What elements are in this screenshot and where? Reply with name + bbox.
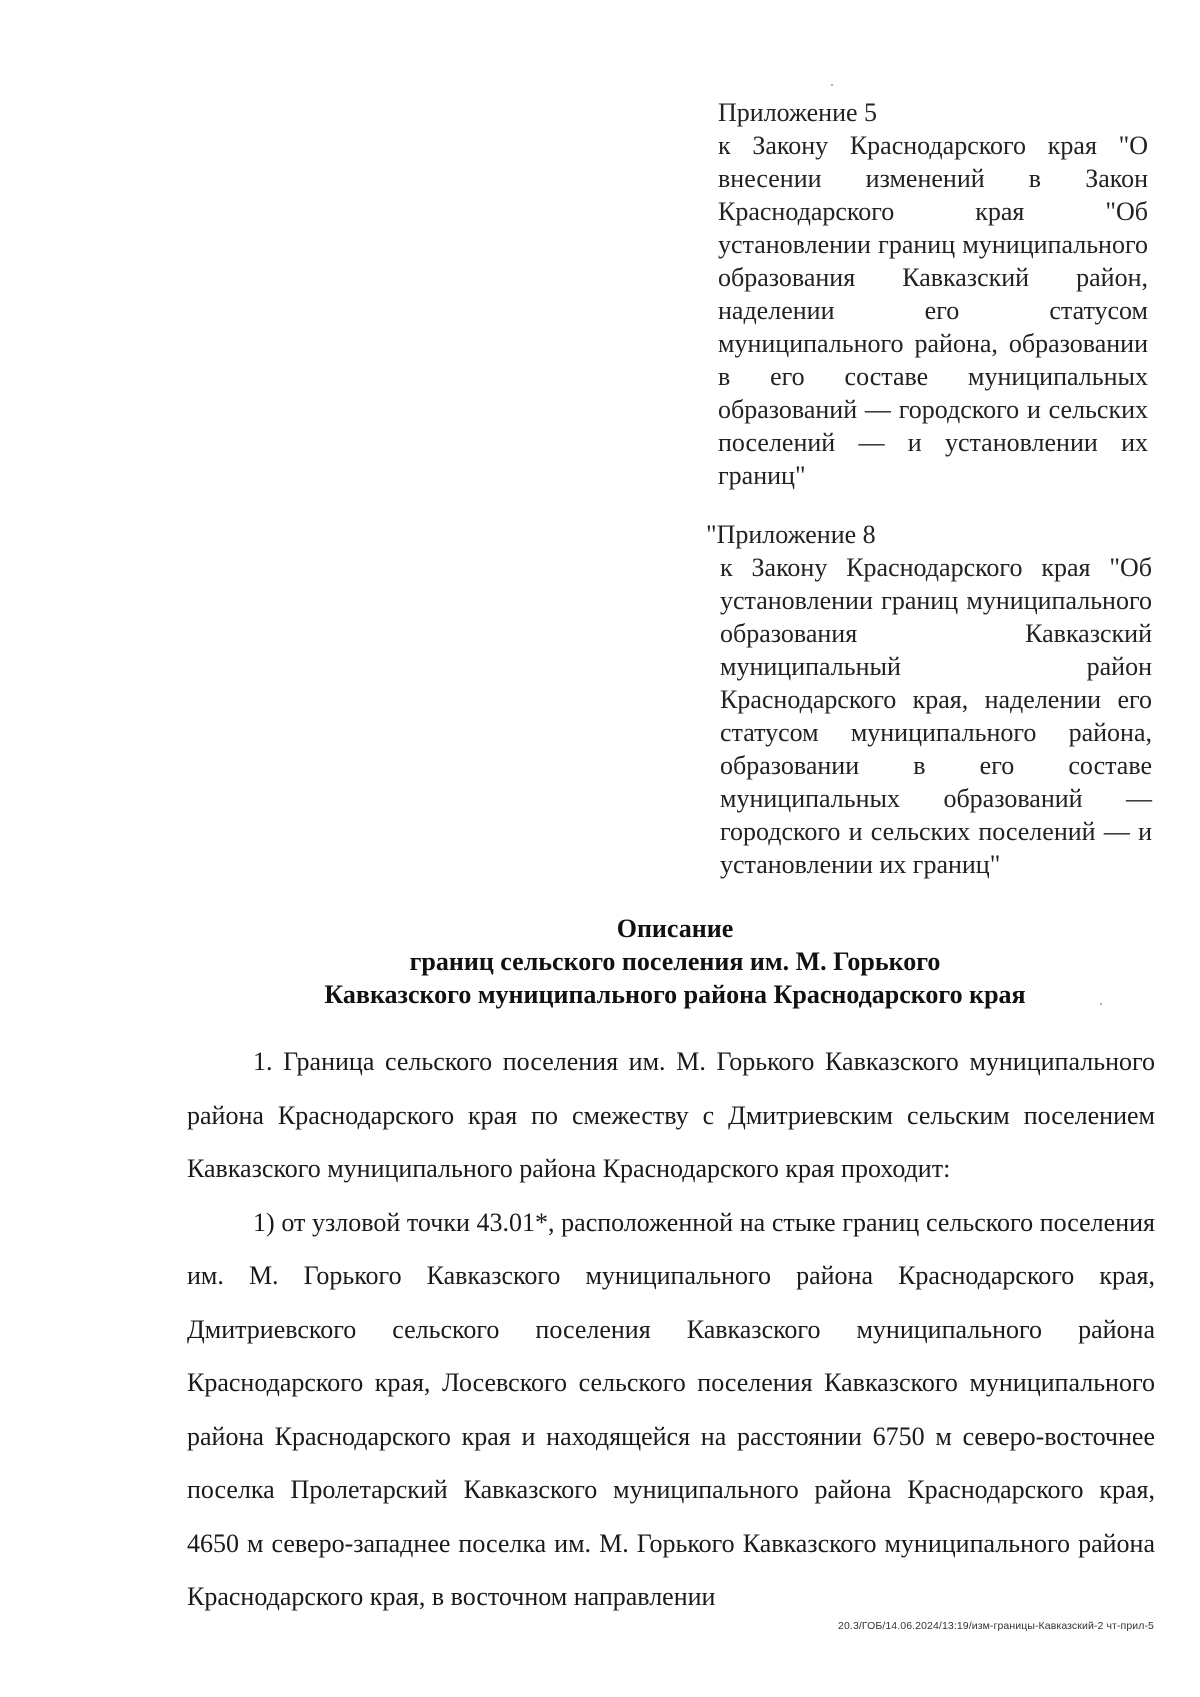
- annex-5-title: Приложение 5: [718, 98, 878, 127]
- annex-8-title: "Приложение 8: [706, 520, 876, 549]
- annex-5-text: к Закону Краснодарского края "О внесении изменений в Закон Краснодарского края "Об установлении границ муниципального образования Кавказский район, наделении его статусом муниципального района, образовании в его составе муниципальных образований — городского и сельских поселений — и установлении их границ": [718, 131, 1148, 490]
- document-heading: [140, 912, 1200, 1011]
- footer-document-code: 20.3/ГОБ/14.06.2024/13:19/изм-границы-Кавказский-2 чт-прил-5: [838, 1620, 1154, 1632]
- body-paragraph-2: 1) от узловой точки 43.01*, расположенной на стыке границ сельского поселения им. М. Горького Кавказского муниципального района Краснодарского края, Дмитриевского сельского поселения Кавказского муниципального района Краснодарского края, Лосевского сельского поселения Кавказского муниципального района Краснодарского края и находящейся на расстоянии 6750 м северо-восточнее поселка Пролетарский Кавказского муниципального района Краснодарского края, 4650 м северо-западнее поселка им. М. Горького Кавказского муниципального района Краснодарского края, в восточном направлении: [187, 1207, 1155, 1611]
- heading-line-2: границ сельского поселения им. М. Горького: [409, 947, 941, 976]
- annex-5-header: [718, 96, 1148, 492]
- heading-line-3: Кавказского муниципального района Краснодарского края: [324, 980, 1026, 1009]
- annex-8-text: к Закону Краснодарского края "Об установлении границ муниципального образования Кавказский муниципальный район Краснодарского края, наделении его статусом муниципального района, образовании в его составе муниципальных образований — городского и сельских поселений — и установлении их границ": [720, 553, 1152, 879]
- annex-8-header: [706, 518, 1152, 881]
- heading-line-1: Описание: [616, 914, 734, 943]
- scan-speck: [831, 84, 833, 86]
- body-paragraph-1: 1. Граница сельского поселения им. М. Горького Кавказского муниципального района Краснодарского края по смежеству с Дмитриевским сельским поселением Кавказского муниципального района Краснодарского края проходит:: [187, 1047, 1155, 1183]
- document-body: [187, 1035, 1155, 1624]
